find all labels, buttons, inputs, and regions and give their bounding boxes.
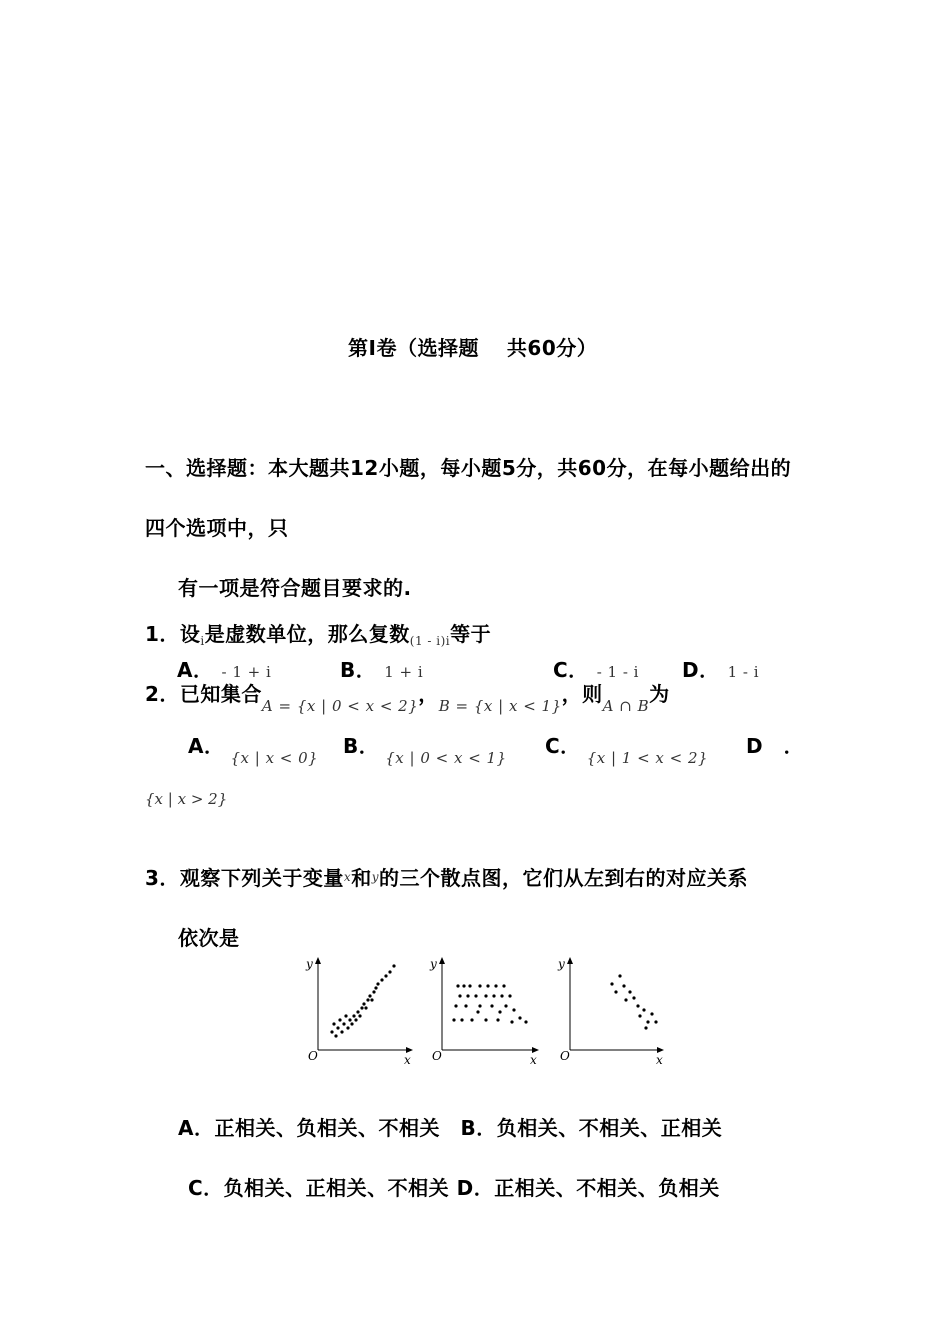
- question-3: [145, 862, 748, 891]
- plot3-point: [632, 996, 635, 999]
- q1-expr: (1 - i)i: [409, 634, 451, 648]
- question-2: [145, 678, 670, 715]
- plot2-point: [468, 984, 471, 987]
- q3-and: 和: [351, 866, 372, 890]
- q2-suffix: 为: [649, 682, 670, 706]
- plot2-point: [454, 1004, 457, 1007]
- plot3-point: [642, 1008, 645, 1011]
- plot2-point: [490, 1004, 493, 1007]
- q2-option-a: A． $_{\{x | x < 0\}}$: [188, 734, 319, 767]
- plot1-point: [360, 1006, 363, 1009]
- plot1-point: [344, 1014, 347, 1017]
- plot3-point: [654, 1020, 657, 1023]
- plot3-origin-label: O: [560, 1049, 570, 1063]
- plot1-point: [384, 974, 387, 977]
- plot1-x-label: x: [404, 1053, 411, 1067]
- plot1-point: [348, 1018, 351, 1021]
- plot1-point: [356, 1010, 359, 1013]
- q1-option-c: C． - 1 - i: [553, 658, 639, 682]
- q1-var-i: i: [200, 634, 205, 648]
- plot1-origin-label: O: [308, 1049, 318, 1063]
- q1-suffix: 等于: [450, 622, 492, 646]
- plot2-point: [518, 1016, 521, 1019]
- q2-set-b: B = {x | x < 1}: [438, 697, 562, 715]
- plot1-point: [366, 998, 369, 1001]
- plot2-point: [510, 1020, 513, 1023]
- plot1-point: [358, 1014, 361, 1017]
- plot2-point: [504, 1004, 507, 1007]
- plot2-point: [494, 984, 497, 987]
- plot1-point: [376, 982, 379, 985]
- plot3-x-label: x: [656, 1053, 663, 1067]
- plot3-point: [614, 990, 617, 993]
- plot2-x-label: x: [530, 1053, 537, 1067]
- plot3-point: [650, 1012, 653, 1015]
- plot2-point: [456, 984, 459, 987]
- q3-options-line2: C．负相关、正相关、不相关 D．正相关、不相关、负相关: [188, 1176, 720, 1200]
- q3-suffix: 的三个散点图，它们从左到右的对应关系: [378, 866, 748, 890]
- plot2-point: [470, 1018, 473, 1021]
- plot2-point: [478, 1004, 481, 1007]
- plot3-point: [646, 1020, 649, 1023]
- plot1-point: [354, 1018, 357, 1021]
- plot2-point: [524, 1020, 527, 1023]
- scatter-plots-figure: [300, 950, 680, 1070]
- q3-line2: 依次是: [178, 926, 240, 950]
- plot2-point: [474, 994, 477, 997]
- plot3-point: [618, 974, 621, 977]
- plot1-point: [336, 1026, 339, 1029]
- plot1-point: [334, 1034, 337, 1037]
- scatter-plot-1: [305, 957, 412, 1067]
- plot3-point: [624, 998, 627, 1001]
- plot1-point: [338, 1018, 341, 1021]
- plot1-point: [364, 1006, 367, 1009]
- plot2-point: [460, 1018, 463, 1021]
- plot2-point: [492, 994, 495, 997]
- plot1-point: [332, 1022, 335, 1025]
- q1-option-a: A． - 1 + i: [177, 658, 272, 682]
- plot1-point: [340, 1030, 343, 1033]
- plot1-point: [350, 1022, 353, 1025]
- plot1-point: [370, 998, 373, 1001]
- plot2-point: [508, 994, 511, 997]
- q3-prefix: 3．观察下列关于变量: [145, 866, 344, 890]
- plot1-point: [352, 1014, 355, 1017]
- plot3-point: [610, 982, 613, 985]
- q3-var-x: x: [343, 870, 352, 884]
- plot3-y-label: y: [558, 957, 565, 971]
- q1-option-b: B． 1 + i: [340, 658, 424, 682]
- q1-prefix: 1．设: [145, 622, 201, 646]
- q2-mid: ，则: [561, 682, 603, 706]
- q2-expr: A ∩ B: [602, 697, 650, 715]
- plot1-point: [388, 970, 391, 973]
- q2-comma: ，: [418, 682, 439, 706]
- plot2-point: [464, 1004, 467, 1007]
- plot3-point: [628, 990, 631, 993]
- plot2-y-label: y: [430, 957, 437, 971]
- q2-set-a: A = {x | 0 < x < 2}: [261, 697, 419, 715]
- plot2-point: [476, 1010, 479, 1013]
- scatter-plot-3: [557, 957, 663, 1067]
- plot2-origin-label: O: [432, 1049, 442, 1063]
- plot2-point: [498, 1010, 501, 1013]
- plot1-point: [392, 964, 395, 967]
- q3-var-y: y: [371, 870, 379, 884]
- part-title: 第Ⅰ卷（选择题 共60分）: [348, 336, 598, 360]
- q1-mid: 是虚数单位，那么复数: [204, 622, 410, 646]
- q3-options-line1: A．正相关、负相关、不相关 B．负相关、不相关、正相关: [178, 1116, 723, 1140]
- plot1-point: [374, 986, 377, 989]
- q2-option-c: C． $_{\{x | 1 < x < 2\}}$: [545, 734, 709, 767]
- plot2-point: [496, 1018, 499, 1021]
- plot3-point: [644, 1026, 647, 1029]
- plot3-point: [636, 1004, 639, 1007]
- plot2-point: [478, 984, 481, 987]
- plot1-point: [362, 1002, 365, 1005]
- plot1-point: [342, 1022, 345, 1025]
- question-1: [145, 618, 491, 648]
- plot2-point: [512, 1008, 515, 1011]
- plot1-point: [380, 978, 383, 981]
- plot3-point: [638, 1014, 641, 1017]
- q2-prefix: 2．已知集合: [145, 682, 262, 706]
- scatter-plot-2: [429, 957, 538, 1067]
- plot2-point: [466, 994, 469, 997]
- plot2-point: [486, 984, 489, 987]
- section-header-line3: 有一项是符合题目要求的.: [178, 576, 412, 600]
- plot3-point: [622, 984, 625, 987]
- q2-option-d-value: {x | x > 2}: [145, 790, 228, 808]
- q2-option-b: B． $_{\{x | 0 < x < 1\}}$: [343, 734, 507, 767]
- plot2-point: [502, 984, 505, 987]
- plot1-point: [372, 990, 375, 993]
- q2-option-d-label: D ．: [746, 734, 805, 758]
- plot2-point: [484, 1018, 487, 1021]
- plot2-point: [458, 994, 461, 997]
- section-header-line1: 一、选择题：本大题共12小题，每小题5分，共60分，在每小题给出的: [145, 456, 792, 480]
- q1-option-d: D． 1 - i: [682, 658, 760, 682]
- plot1-point: [346, 1026, 349, 1029]
- plot1-point: [368, 994, 371, 997]
- plot2-point: [484, 994, 487, 997]
- plot2-point: [462, 984, 465, 987]
- section-header-line2: 四个选项中，只: [145, 516, 289, 540]
- plot2-point: [452, 1018, 455, 1021]
- plot1-point: [330, 1030, 333, 1033]
- plot2-point: [500, 994, 503, 997]
- plot1-y-label: y: [306, 957, 313, 971]
